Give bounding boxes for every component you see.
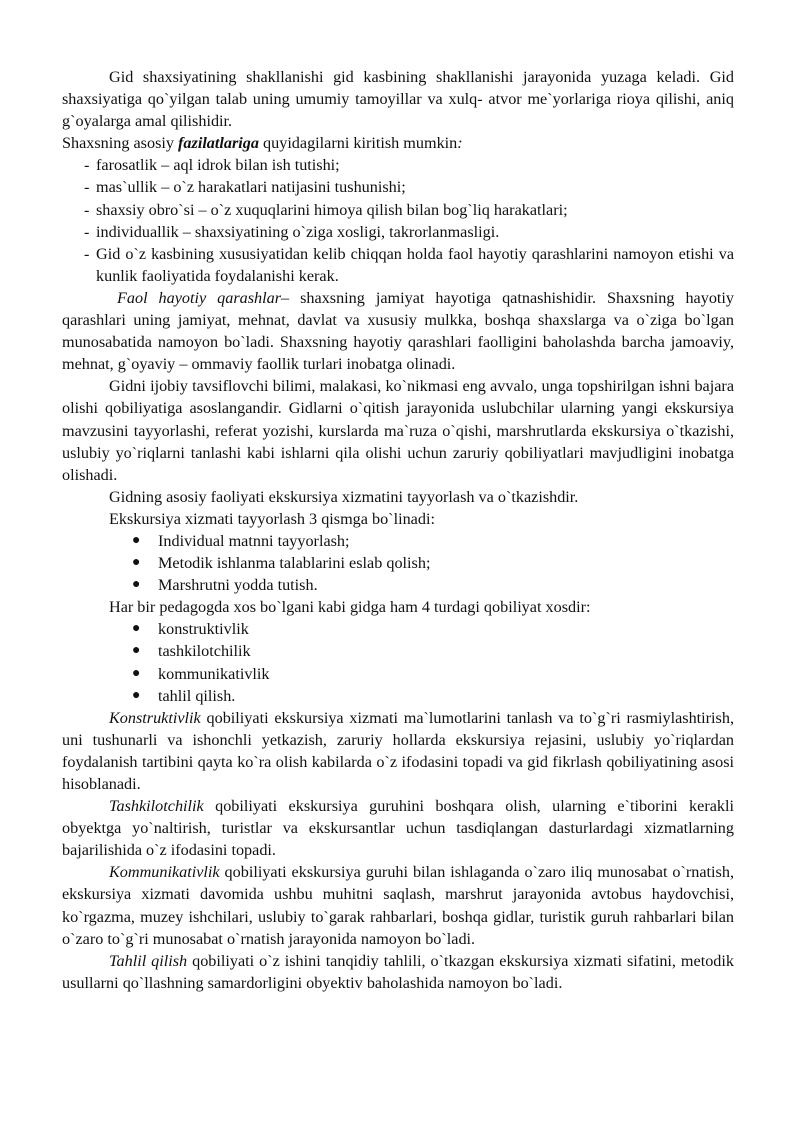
list-item: ● Metodik ishlanma talablarini eslab qolish;	[62, 552, 734, 574]
dash-marker: -	[84, 156, 90, 175]
paragraph-guide-skills: Gidni ijobiy tavsiflovchi bilimi, malakasi, ko`nikmasi eng avvalo, unga topshirilgan ishni bajara olishi qobiliyatiga asoslangandir. Gidlarni o`qitish jarayonida uslubchilar ularning yangi ekskursiya mavzusini tayyorlashi, referat yozishi, kurslarda ma`ruza o`qishi, marshrutlarda ekskursiya o`tkazishi, uslubiy yo`riqlarni tanlashi kabi ishlarni qila olishi uchun zaruriy qobiliyatlari mavjudligini inobatga olishadi.	[62, 377, 734, 484]
paragraph-organizational: Tashkilotchilik qobiliyati ekskursiya guruhini boshqara olish, ularning e`tiborini kerakli obyektga yo`naltirish, turistlar va ekskursantlar uchun tasdiqlangan dasturlardagi xizmatlarning bajarilishida o`z ifodasini topadi.	[62, 797, 734, 860]
paragraph-abilities: Har bir pedagogda xos bo`lgani kabi gidga ham 4 turdagi qobiliyat xosdir:	[109, 598, 591, 617]
qualities-post: quyidagilarni kiritish mumkin	[258, 134, 458, 153]
dash-marker: -	[84, 200, 90, 219]
term-organizational: Tashkilotchilik	[109, 797, 204, 816]
list-item: - individuallik – shaxsiyatining o`ziga xosligi, takrorlanmasligi.	[62, 221, 734, 243]
bullet-marker: ●	[132, 643, 141, 659]
paragraph-constructive: Konstruktivlik qobiliyati ekskursiya xizmati ma`lumotlarini tanlash va to`g`ri rasmiylashtirish, uni tushunarli va ishonchli yetkazish, zaruriy hollarda ekskursiya rejasini, uslubiy yo`riqlardan foydalanish tartibini qayta ko`ra olish kabilarda o`z ifodasini topadi va gid fikrlash qobiliyatining asosi hisoblanadi.	[62, 708, 734, 793]
document-page	[62, 66, 734, 994]
list-item: ● kommunikativlik	[62, 663, 734, 685]
list-item: - Gid o`z kasbining xususiyatidan kelib chiqqan holda faol hayotiy qarashlarini namoyon etishi va kunlik faoliyatida foydalanishi kerak.	[84, 244, 734, 285]
paragraph-preparation: Ekskursiya xizmati tayyorlash 3 qismga bo`linadi:	[109, 509, 435, 528]
paragraph-qualities	[62, 132, 734, 154]
bullet-marker: ●	[132, 577, 141, 593]
qualities-colon: :	[457, 134, 463, 153]
paragraph-intro: Gid shaxsiyatining shakllanishi gid kasbining shakllanishi jarayonida yuzaga keladi. Gid shaxsiyatiga qo`yilgan talab uning umumiy tamoyillar va xulq- atvor me`yorlariga rioya qilishi, aniq g`oyalarga amal qilishidir.	[62, 68, 734, 131]
term-constructive: Konstruktivlik	[109, 708, 201, 727]
bullet-marker: ●	[132, 621, 141, 637]
list-item: - mas`ullik – o`z harakatlari natijasini tushunishi;	[62, 176, 734, 198]
paragraph-communicative: Kommunikativlik qobiliyati ekskursiya guruhi bilan ishlaganda o`zaro iliq munosabat o`rnatish, ekskursiya xizmati davomida ushbu muhitni saqlash, marshrut jarayonida avtobus haydovchisi, ko`rgazma, muzey ishchilari, uslubiy to`garak rahbarlari, boshqa gidlar, turistik guruh rahbarlari bilan o`zaro to`g`ri munosabat o`rnatish jarayonida namoyon bo`ladi.	[62, 863, 734, 948]
term-communicative: Kommunikativlik	[109, 863, 220, 882]
term-analysis: Tahlil qilish	[109, 951, 188, 970]
list-item: - shaxsiy obro`si – o`z xuquqlarini himoya qilish bilan bog`liq harakatlari;	[62, 199, 734, 221]
abilities-list	[62, 618, 734, 706]
dash-marker: -	[84, 244, 90, 263]
list-item: ● konstruktivlik	[62, 618, 734, 640]
life-views-term: Faol hayotiy qarashlar	[117, 288, 282, 307]
list-item: ● tashkilotchilik	[62, 640, 734, 662]
paragraph-main-activity: Gidning asosiy faoliyati ekskursiya xizmatini tayyorlash va o`tkazishdir.	[109, 487, 579, 506]
bullet-marker: ●	[132, 687, 141, 703]
bullet-marker: ●	[132, 665, 141, 681]
list-item: ● tahlil qilish.	[62, 685, 734, 707]
bullet-marker: ●	[132, 532, 141, 548]
bullet-marker: ●	[132, 555, 141, 571]
preparation-list	[62, 530, 734, 596]
paragraph-life-views: Faol hayotiy qarashlar– shaxsning jamiyat hayotiga qatnashishidir. Shaxsning hayotiy qarashlari uning jamiyat, mehnat, davlat va xususiy mulkka, boshqa shaxslarga va o`ziga bo`lgan munosabatida namoyon bo`ladi. Shaxsning hayotiy qarashlari faolligini baholashda barcha jamoaviy, mehnat, g`oyaviy – ommaviy faollik turlari inobatga olinadi.	[62, 288, 735, 374]
list-item: ● Marshrutni yodda tutish.	[62, 574, 734, 596]
paragraph-analysis: Tahlil qilish qobiliyati o`z ishini tanqidiy tahlili, o`tkazgan ekskursiya xizmati sifatini, metodik usullarni qo`llashning samardorligini obyektiv baholashida namoyon bo`ladi.	[62, 951, 734, 992]
list-item: ● Individual matnni tayyorlash;	[62, 530, 734, 552]
dash-marker: -	[84, 178, 90, 197]
dash-marker: -	[84, 222, 90, 241]
list-item: - farosatlik – aql idrok bilan ish tutishi;	[62, 154, 734, 176]
qualities-pre: Shaxsning asosiy	[62, 134, 179, 153]
qualities-list	[62, 154, 734, 287]
qualities-bold: fazilatlariga	[178, 134, 259, 153]
